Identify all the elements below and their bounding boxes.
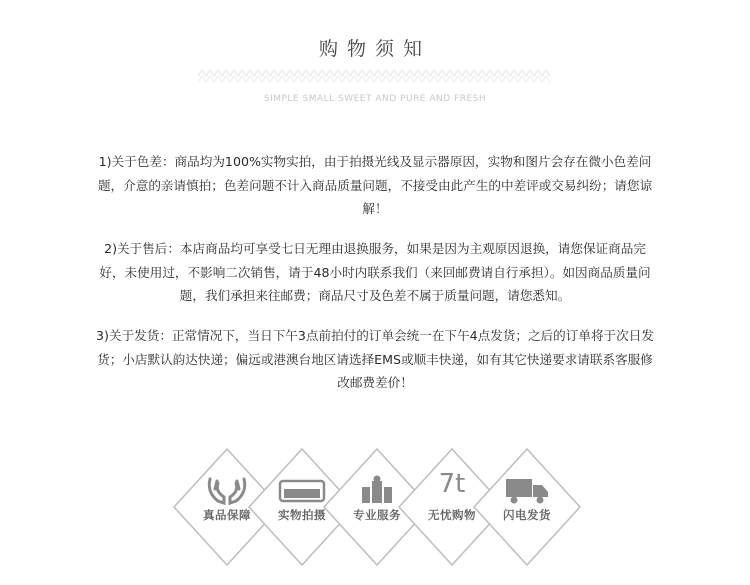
notice-line: 货；小店默认韵达快递；偏远或港澳台地区请选择EMS或顺丰快递，如有其它快递要求请联系客服修 [97,351,653,367]
zigzag-divider-icon [198,67,552,85]
page-subtitle: SIMPLE SMALL SWEET AND PURE AND FRESH [263,94,487,104]
seven-day-icon: 7t [438,469,466,499]
notice-shipping [72,324,678,395]
notice-line: 好，未使用过，不影响二次销售，请于48小时内联系我们（来回邮费请自行承担）。如因商品质量问 [99,264,651,280]
notice-line: 3)关于发货：正常情况下，当日下午3点前拍付的订单会统一在下午4点发货；之后的订单将于次日发 [96,328,654,343]
notice-line: 解！ [362,201,388,216]
badge-label: 真品保障 [203,508,251,522]
badge-label: 专业服务 [353,508,401,522]
badge-fast-delivery [472,447,582,567]
page-title: 购物须知 [318,38,431,60]
notice-line: 题，介意的亲请慎拍；色差问题不计入商品质量问题，不接受由此产生的中差评或交易纠纷；请您谅 [97,177,653,193]
notice-line: 2)关于售后：本店商品均可享受七日无理由退换服务，如果是因为主观原因退换，请您保证商品完 [104,241,646,256]
title-divider [198,67,552,85]
notice-line: 改邮费差价！ [337,375,413,390]
badge-label: 实物拍摄 [278,508,326,522]
hands-holding-icon [204,473,250,507]
notice-line: 题，我们承担来往邮费；商品尺寸及色差不属于质量问题，请您悉知。 [179,288,571,303]
service-person-icon [360,475,394,505]
photo-frame-icon [277,477,327,505]
badge-label: 闪电发货 [503,508,551,522]
notice-line: 1)关于色差：商品均为100%实物实拍，由于拍摄光线及显示器原因，实物和图片会存在微小色差问 [98,154,652,169]
badge-label: 无忧购物 [428,508,476,522]
service-badges [172,447,582,567]
notice-color-difference [72,150,678,221]
delivery-truck-icon [504,475,550,505]
notice-after-sales [72,237,678,308]
